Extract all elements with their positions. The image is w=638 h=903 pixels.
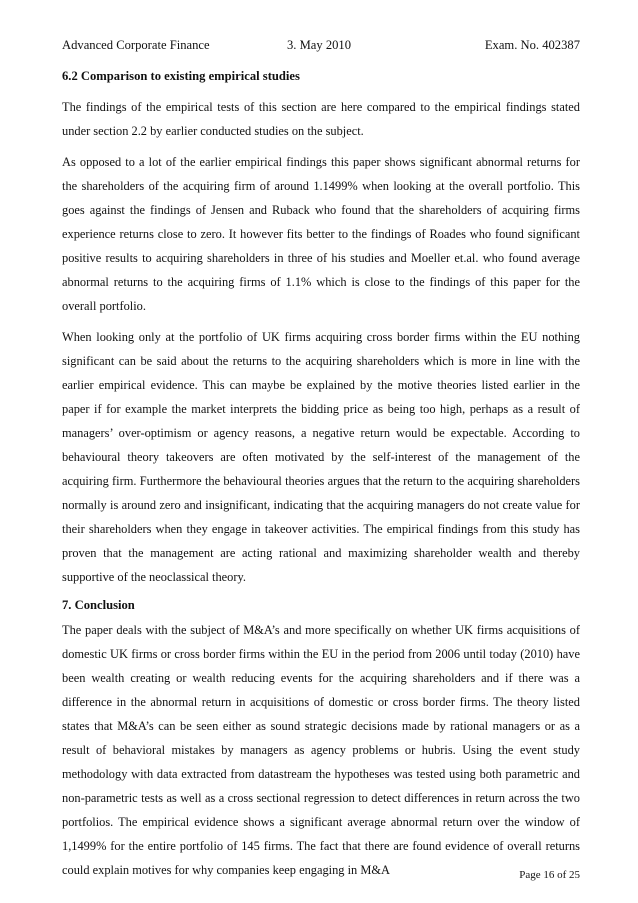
paragraph-6-2-1: The findings of the empirical tests of this section are here compared to the empirical findings stated under section 2.2 by earlier conducted studies on the subject. — [62, 100, 580, 138]
paragraph-7-1: The paper deals with the subject of M&A’s and more specifically on whether UK firms acquisitions of domestic UK firms or cross border firms within the EU in the period from 2006 until today (2010) have been wealth creating or wealth reducing events for the acquiring shareholders and if there was a difference in the abnormal return in acquisitions of domestic or cross border firms. The theory listed states that M&A’s can be seen either as sound strategic decisions made by rational managers or as a result of behavioral mistakes by managers as agency problems or hubris. Using the event study methodology with data extracted from datastream the hypotheses was tested using both parametric and non-parametric tests as well as a cross sectional regression to detect differences in return across the two portfolios. The empirical evidence shows a significant average abnormal return over the window of 1,1499% for the entire portfolio of 145 firms. The fact that there are found evidence of overall returns could explain motives for why companies keep engaging in M&A — [62, 623, 580, 877]
header-exam-number: Exam. No. 402387 — [484, 38, 580, 52]
page-number: Page 16 of 25 — [519, 869, 580, 881]
page-body — [62, 67, 580, 889]
paragraph-6-2-3: When looking only at the portfolio of UK firms acquiring cross border firms within the EU nothing significant can be said about the returns to the acquiring shareholders which is more in line with the earlier empirical evidence. This can maybe be explained by the motive theories listed earlier in the paper if for example the market interprets the bidding price as being too high, perhaps as a result of managers’ over-optimism or agency reasons, a negative return would be expectable. According to behavioural theory takeovers are often motivated by the self-interest of the management of the acquiring firm. Furthermore the behavioural theories argues that the return to the acquiring shareholders normally is around zero and insignificant, indicating that the acquiring managers do not create value for their shareholders when they engage in takeover activities. The empirical findings from this study has proven that the management are acting rational and maximizing shareholder wealth and thereby supportive of the neoclassical theory. — [62, 330, 580, 584]
header-course: Advanced Corporate Finance — [62, 38, 210, 52]
header-date: 3. May 2010 — [287, 38, 352, 52]
page-header — [62, 37, 580, 53]
paragraph-6-2-2: As opposed to a lot of the earlier empirical findings this paper shows significant abnormal returns for the shareholders of the acquiring firm of around 1.1499% when looking at the overall portfolio. This goes against the findings of Jensen and Ruback who found that the shareholders of acquiring firms experience returns close to zero. It however fits better to the findings of Roades who found significant positive results to acquiring shareholders in three of his studies and Moeller et.al. who found average abnormal returns to the acquiring firms of 1.1% which is close to the findings of this paper for the overall portfolio. — [62, 155, 580, 313]
section-heading-7: 7. Conclusion — [62, 598, 135, 612]
section-heading-6-2: 6.2 Comparison to existing empirical studies — [62, 69, 300, 83]
